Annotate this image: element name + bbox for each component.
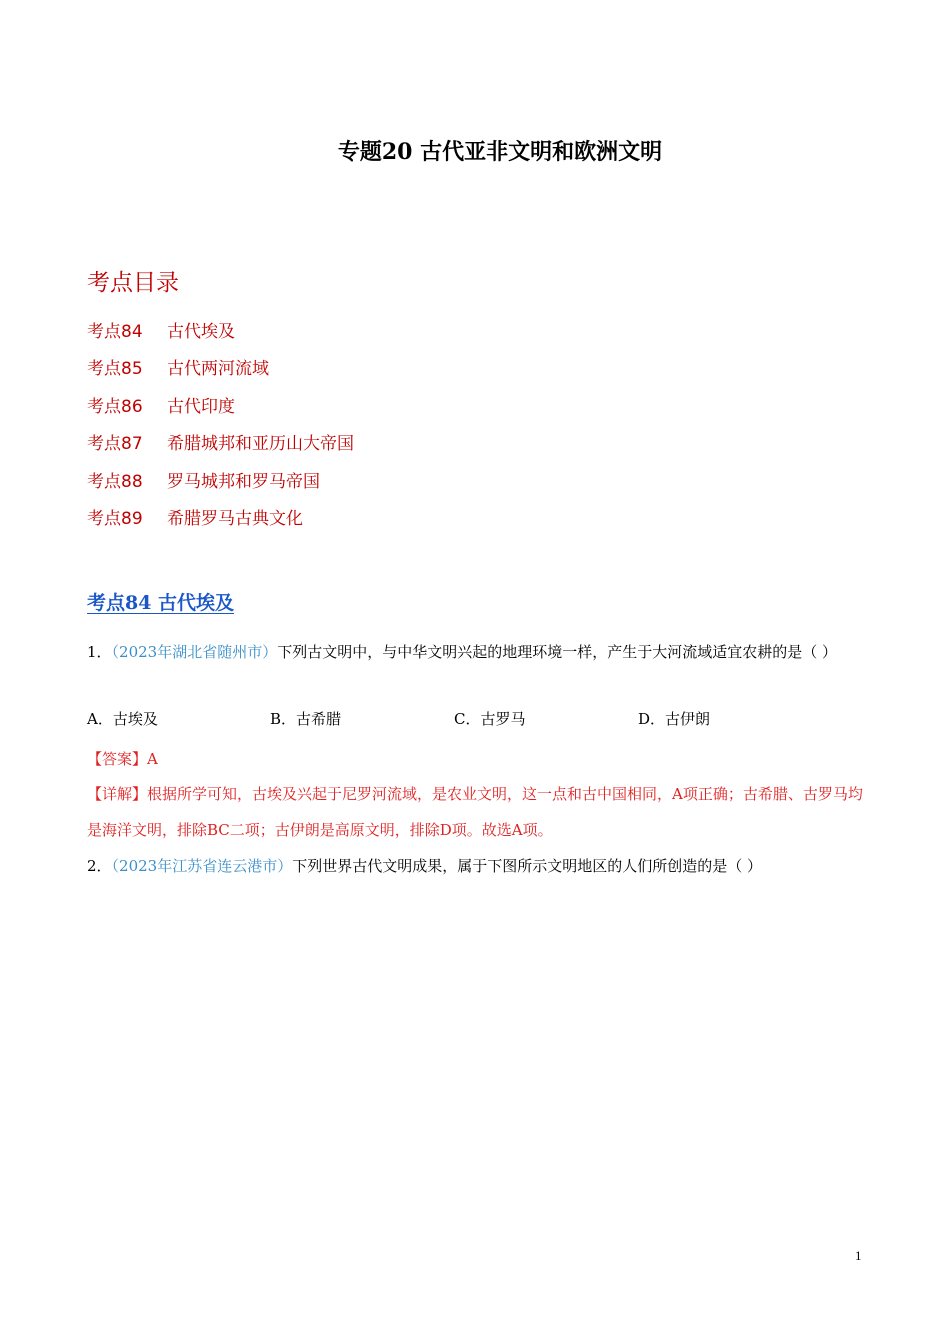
option-d: D．古伊朗 [638, 710, 711, 728]
question-number: 1． [87, 643, 112, 661]
toc-item-label: 古代两河流域 [167, 359, 269, 380]
toc-item[interactable] [87, 507, 354, 544]
answer-value: A [147, 750, 158, 768]
toc-item-code: 考点88 [87, 471, 143, 492]
detail-paragraph [87, 776, 865, 848]
toc-item-label: 罗马城邦和罗马帝国 [167, 471, 320, 492]
toc-item[interactable] [87, 395, 354, 432]
page-number: 1 [855, 1248, 862, 1263]
page-title: 专题20 古代亚非文明和欧洲文明 [337, 139, 663, 165]
option-b: B．古希腊 [270, 710, 342, 728]
answer-label: 【答案】 [87, 750, 148, 768]
option-a: A．古埃及 [87, 710, 158, 728]
question-number: 2． [87, 857, 112, 875]
question-1-options [87, 708, 867, 738]
toc-item-code: 考点85 [87, 359, 143, 380]
toc-item-label: 希腊城邦和亚历山大帝国 [167, 434, 354, 455]
option-c: C．古罗马 [454, 710, 526, 728]
question-2 [87, 848, 865, 884]
toc-item-label: 古代埃及 [167, 322, 235, 342]
question-source: （2023年湖北省随州市） [111, 643, 278, 661]
toc-item[interactable] [87, 432, 354, 469]
question-text: 下列古文明中，与中华文明兴起的地理环境一样，产生于大河流域适宜农耕的是（ ） [277, 643, 838, 661]
toc-heading: 考点目录 [87, 270, 179, 296]
toc-item-code: 考点84 [87, 322, 143, 342]
question-text: 下列世界古代文明成果，属于下图所示文明地区的人们所创造的是（ ） [292, 857, 763, 875]
detail-text: 根据所学可知，古埃及兴起于尼罗河流域，是农业文明，这一点和古中国相同，A项正确；古希腊、古罗马均是海洋文明，排除BC二项；古伊朗是高原文明，排除D项。故选A项。 [87, 785, 863, 839]
detail-label: 【详解】 [87, 785, 148, 803]
toc-item-code: 考点87 [87, 434, 143, 455]
section-heading-link[interactable]: 考点84 古代埃及 [87, 592, 235, 614]
question-source: （2023年江苏省连云港市） [111, 857, 293, 875]
toc-item-code: 考点89 [87, 508, 143, 529]
toc-item[interactable] [87, 320, 354, 357]
toc-item-code: 考点86 [87, 396, 143, 417]
toc-item-label: 古代印度 [167, 396, 235, 417]
toc-item[interactable] [87, 470, 354, 507]
toc-item[interactable] [87, 357, 354, 394]
answer-line [87, 741, 865, 777]
question-1 [87, 634, 865, 670]
toc-item-label: 希腊罗马古典文化 [167, 508, 303, 529]
toc-list [87, 320, 354, 544]
